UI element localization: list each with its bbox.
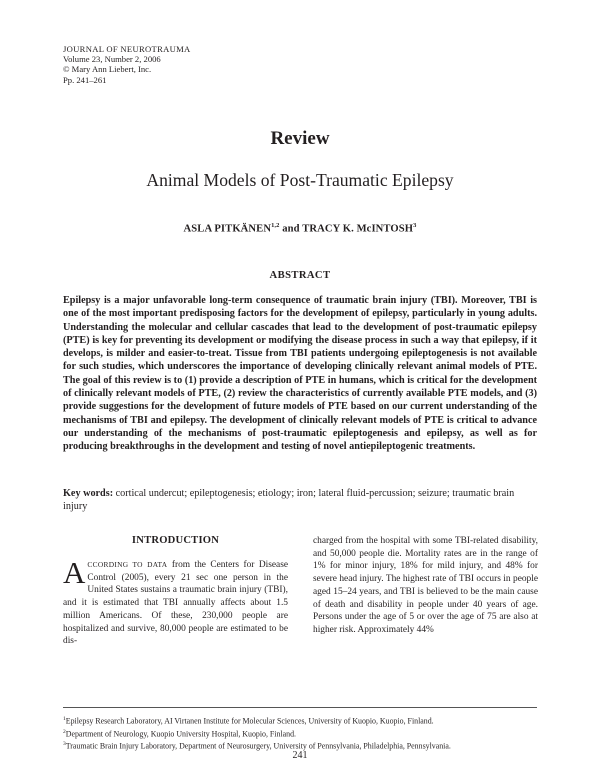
keywords-text: cortical undercut; epileptogenesis; etiology; iron; lateral fluid-percussion; seizure; traumatic brain injury bbox=[63, 488, 515, 513]
footnote-text: Epilepsy Research Laboratory, AI Virtanen Institute for Molecular Sciences, University of Kuopio, Kuopio, Finland. bbox=[65, 716, 434, 726]
journal-name: JOURNAL OF NEUROTRAUMA bbox=[63, 44, 191, 54]
footnote-mark: 2 bbox=[63, 728, 66, 735]
paper-title: Animal Models of Post-Traumatic Epilepsy bbox=[146, 170, 454, 190]
author-list bbox=[0, 222, 600, 235]
author-1-affiliation: 1,2 bbox=[271, 222, 280, 229]
intro-left-text: from the Centers for Disease Control (2005), every 21 sec one person in the United States sustains a traumatic brain injury (TBI), and it is estimated that TBI annually affects about 1.5 million Americans. Of these, 230,000 people are hospitalized and survive, 80,000 people are estimated to be dis- bbox=[63, 560, 289, 647]
keywords bbox=[63, 487, 537, 514]
keywords-label: Key words: bbox=[63, 488, 114, 499]
footnote bbox=[63, 714, 537, 727]
author-2: TRACY K. McINTOSH bbox=[302, 223, 414, 235]
introduction-right-column bbox=[313, 535, 538, 637]
author-connector: and bbox=[279, 223, 303, 235]
footnote bbox=[63, 727, 537, 740]
introduction-heading: INTRODUCTION bbox=[131, 535, 220, 546]
author-2-affiliation: 3 bbox=[413, 222, 417, 229]
introduction-left-column bbox=[63, 555, 289, 648]
footnote-divider bbox=[63, 707, 537, 708]
intro-smallcaps: CCORDING TO DATA bbox=[87, 560, 168, 569]
footnote-text: Traumatic Brain Injury Laboratory, Department of Neurosurgery, University of Pennsylvania, Philadelphia, Pennsylvania. bbox=[65, 741, 451, 751]
page-number: 241 bbox=[292, 750, 308, 761]
journal-volume: Volume 23, Number 2, 2006 bbox=[63, 54, 161, 65]
abstract-text: Epilepsy is a major unfavorable long-term consequence of traumatic brain injury (TBI). Moreover, TBI is one of the most important predisposing factors for the development of epilepsy, particularly in young adults. Understanding the molecular and cellular cascades that lead to the development of post-traumatic epilepsy (PTE) is key for preventing its development or modifying the disease process in such a way that epilepsy, if it develops, is milder and easier-to-treat. Tissue from TBI patients undergoing epileptogenesis is not available for such studies, which underscores the importance of developing clinically relevant animal models of PTE. The goal of this review is to (1) provide a description of PTE in humans, which is critical for the development of clinically relevant models of PTE, (2) review the characteristics of currently available PTE models, and (3) provide suggestions for the development of future models of PTE based on our current understanding of the mechanisms of TBI and epilepsy. The development of clinically relevant models of PTE is critical to advance our understanding of the mechanisms of post-traumatic epileptogenesis and epilepsy, as well as for producing breakthroughs in the development and testing of novel antiepileptogenic treatments. bbox=[63, 295, 537, 453]
journal-pages: Pp. 241–261 bbox=[63, 74, 107, 85]
drop-cap: A bbox=[63, 555, 86, 590]
author-1: ASLA PITKÄNEN bbox=[183, 223, 272, 235]
section-title: Review bbox=[270, 128, 330, 149]
footnote-mark: 1 bbox=[63, 716, 66, 722]
footnote-text: Department of Neurology, Kuopio University Hospital, Kuopio, Finland. bbox=[65, 729, 297, 739]
intro-right-text: charged from the hospital with some TBI-related disability, and 50,000 people die. Mortality rates are in the range of 1% for minor injury, 18% for mild injury, and 48% for severe head injury. The highest rate of TBI occurs in people aged 15–24 years, and TBI is believed to be the main cause of death and disability in people under 40 years of age. Persons under the age of 5 or over the age of 75 are also at higher risk. Approximately 44% bbox=[313, 536, 538, 635]
abstract-heading: ABSTRACT bbox=[269, 270, 331, 281]
footnotes bbox=[63, 714, 537, 752]
footnote-mark: 3 bbox=[63, 741, 66, 748]
journal-header bbox=[63, 44, 191, 85]
journal-copyright: © Mary Ann Liebert, Inc. bbox=[63, 64, 152, 75]
